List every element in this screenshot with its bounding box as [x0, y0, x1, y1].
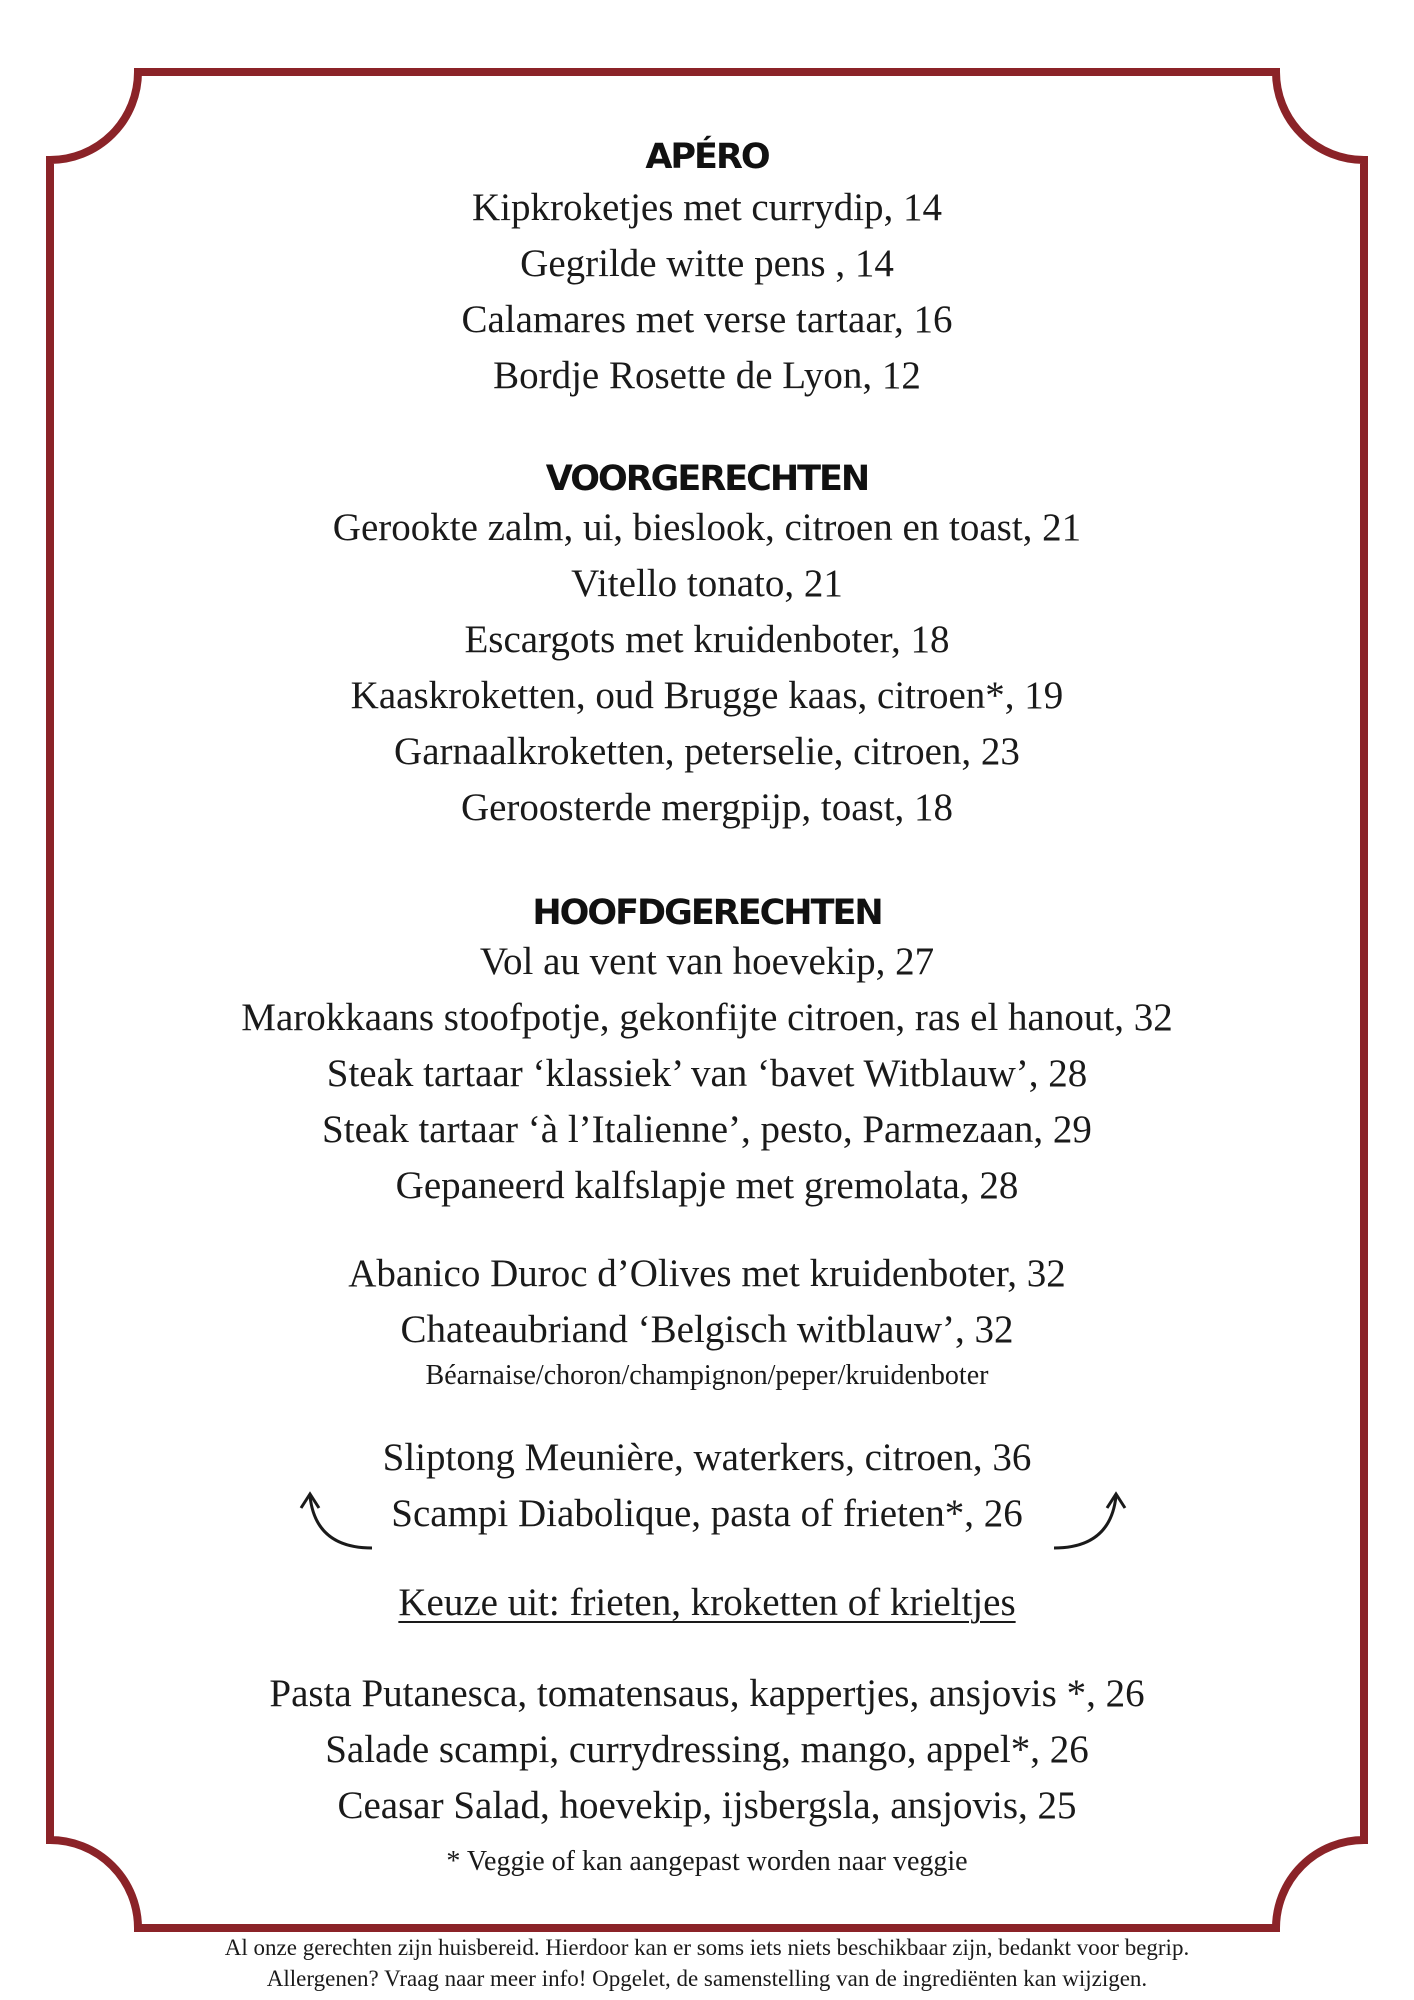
menu-item: Chateaubriand ‘Belgisch witblauw’, 32: [400, 1308, 1014, 1351]
left-curved-arrow-icon: [298, 1486, 378, 1556]
menu-item: Calamares met verse tartaar, 16: [461, 298, 953, 341]
menu-item: Ceasar Salad, hoevekip, ijsbergsla, ansjovis, 25: [337, 1784, 1077, 1827]
fish-list: [60, 1430, 1354, 1542]
menu-item: Steak tartaar ‘klassiek’ van ‘bavet Witblauw’, 28: [326, 1052, 1088, 1095]
side-choice: [60, 1575, 1354, 1631]
menu-item: Bordje Rosette de Lyon, 12: [493, 354, 921, 397]
menu-item: Geroosterde mergpijp, toast, 18: [460, 786, 954, 829]
menu-item: Pasta Putanesca, tomatensaus, kappertjes, ansjovis *, 26: [269, 1672, 1145, 1715]
menu-item: Marokkaans stoofpotje, gekonfijte citroen, ras el hanout, 32: [241, 996, 1173, 1039]
menu-item: Gepaneerd kalfslapje met gremolata, 28: [395, 1164, 1019, 1207]
apero-section: [60, 122, 1354, 180]
hoofdgerechten-section: [60, 878, 1354, 936]
apero-title: apéro: [645, 122, 769, 180]
veggie-note: [60, 1844, 1354, 1880]
menu-item: Vitello tonato, 21: [571, 562, 843, 605]
hoofdgerechten-list: [60, 934, 1354, 1214]
voorgerechten-title: voorgerechten: [545, 444, 869, 502]
other-list: [60, 1666, 1354, 1834]
veggie-note-text: * Veggie of kan aangepast worden naar veggie: [446, 1846, 968, 1877]
hoofdgerechten-title: hoofdgerechten: [532, 878, 882, 936]
menu-item: Kaaskroketten, oud Brugge kaas, citroen*, 19: [350, 674, 1064, 717]
meat-list: [60, 1246, 1354, 1394]
menu-item: Kipkroketjes met currydip, 14: [471, 186, 943, 229]
footer-line: Al onze gerechten zijn huisbereid. Hierdoor kan er soms iets niets beschikbaar zijn, bedankt voor begrip.: [224, 1935, 1190, 1960]
footer-note: [0, 1932, 1414, 1994]
menu-item: Escargots met kruidenboter, 18: [464, 618, 950, 661]
menu-item: Abanico Duroc d’Olives met kruidenboter, 32: [348, 1252, 1066, 1295]
voorgerechten-list: [60, 500, 1354, 836]
menu-item: Steak tartaar ‘à l’Italienne’, pesto, Parmezaan, 29: [322, 1108, 1092, 1151]
menu-item: Gegrilde witte pens , 14: [520, 242, 894, 285]
apero-list: [60, 180, 1354, 404]
menu-item: Sliptong Meunière, waterkers, citroen, 36: [382, 1436, 1032, 1479]
menu-item: Gerookte zalm, ui, bieslook, citroen en toast, 21: [332, 506, 1082, 549]
sauce-options: Béarnaise/choron/champignon/peper/kruidenboter: [425, 1360, 989, 1391]
side-choice-text: Keuze uit: frieten, kroketten of krieltjes: [398, 1581, 1016, 1624]
footer-line: Allergenen? Vraag naar meer info! Opgelet, de samenstelling van de ingrediënten kan wijzigen.: [266, 1966, 1148, 1991]
menu-item: Salade scampi, currydressing, mango, appel*, 26: [325, 1728, 1089, 1771]
menu-item: Garnaalkroketten, peterselie, citroen, 23: [394, 730, 1020, 773]
menu-item: Scampi Diabolique, pasta of frieten*, 26: [391, 1492, 1023, 1535]
right-curved-arrow-icon: [1048, 1486, 1128, 1556]
menu-item: Vol au vent van hoevekip, 27: [479, 940, 935, 983]
voorgerechten-section: [60, 444, 1354, 502]
